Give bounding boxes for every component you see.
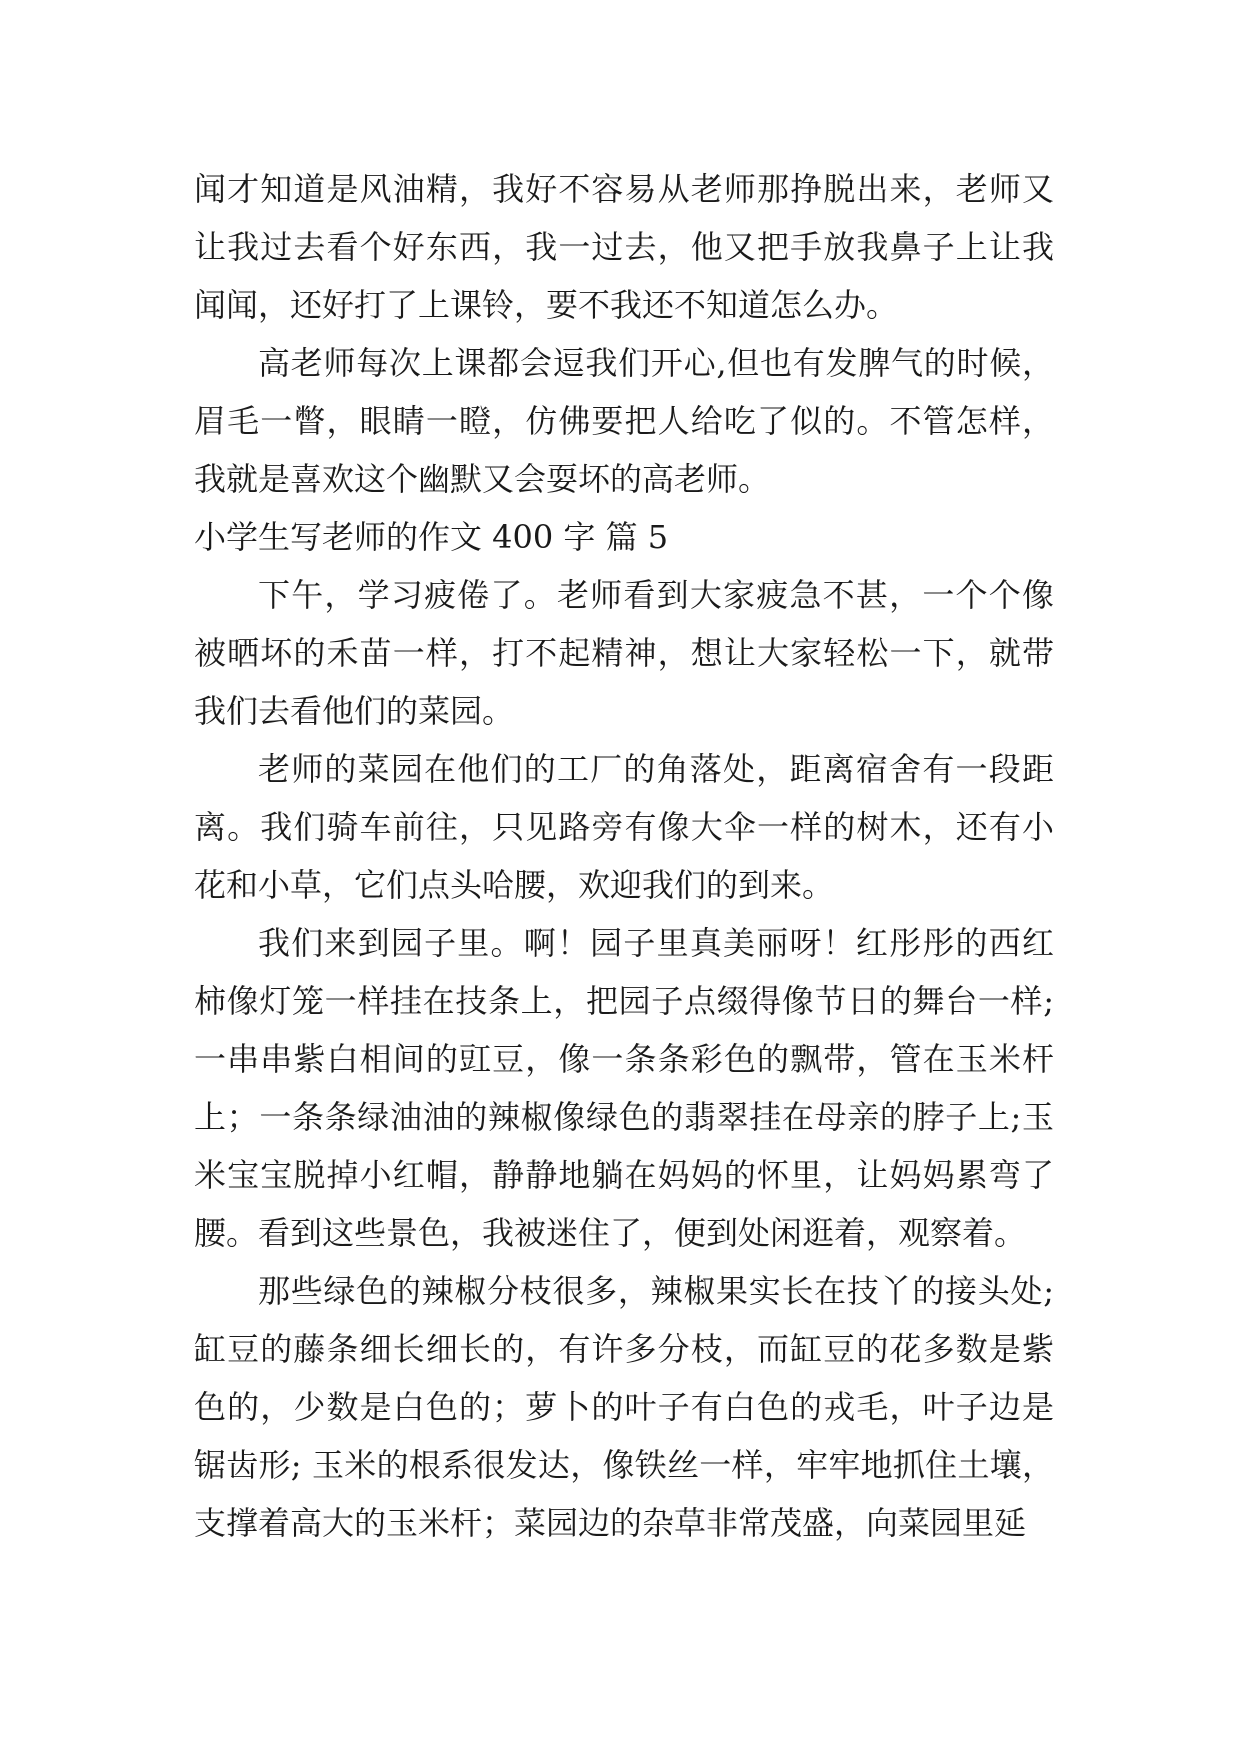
paragraph-6: 那些绿色的辣椒分枝很多，辣椒果实长在技丫的接头处;缸豆的藤条细长细长的，有许多分枝，而缸豆的花多数是紫色的，少数是白色的；萝卜的叶子有白色的戎毛，叶子边是锯齿形; 玉米的根系很发达，像铁丝一样，牢牢地抓住土壤，支撑着高大的玉米杆；菜园边的杂草非常茂盛，向菜园里延 — [194, 1272, 1054, 1542]
document-body — [194, 160, 1054, 1552]
paragraph-2: 高老师每次上课都会逗我们开心,但也有发脾气的时候，眉毛一瞥，眼睛一瞪，仿佛要把人给吃了似的。不管怎样，我就是喜欢这个幽默又会耍坏的高老师。 — [194, 344, 1054, 498]
section-heading: 小学生写老师的作文 400 字 篇 5 — [194, 518, 669, 556]
paragraph-4: 老师的菜园在他们的工厂的角落处，距离宿舍有一段距离。我们骑车前往，只见路旁有像大伞一样的树木，还有小花和小草，它们点头哈腰，欢迎我们的到来。 — [194, 750, 1054, 904]
paragraph-3: 下午，学习疲倦了。老师看到大家疲急不甚，一个个像被晒坏的禾苗一样，打不起精神，想让大家轻松一下，就带我们去看他们的菜园。 — [194, 576, 1054, 730]
paragraph-1: 闻才知道是风油精，我好不容易从老师那挣脱出来，老师又让我过去看个好东西，我一过去，他又把手放我鼻子上让我闻闻，还好打了上课铃，要不我还不知道怎么办。 — [194, 170, 1054, 324]
paragraph-5: 我们来到园子里。啊！园子里真美丽呀！红彤彤的西红柿像灯笼一样挂在技条上，把园子点缀得像节日的舞台一样;一串串紫白相间的豇豆，像一条条彩色的飘带，管在玉米杆上；一条条绿油油的辣椒像绿色的翡翠挂在母亲的脖子上;玉米宝宝脱掉小红帽，静静地躺在妈妈的怀里，让妈妈累弯了腰。看到这些景色，我被迷住了，便到处闲逛着，观察着。 — [194, 924, 1054, 1252]
